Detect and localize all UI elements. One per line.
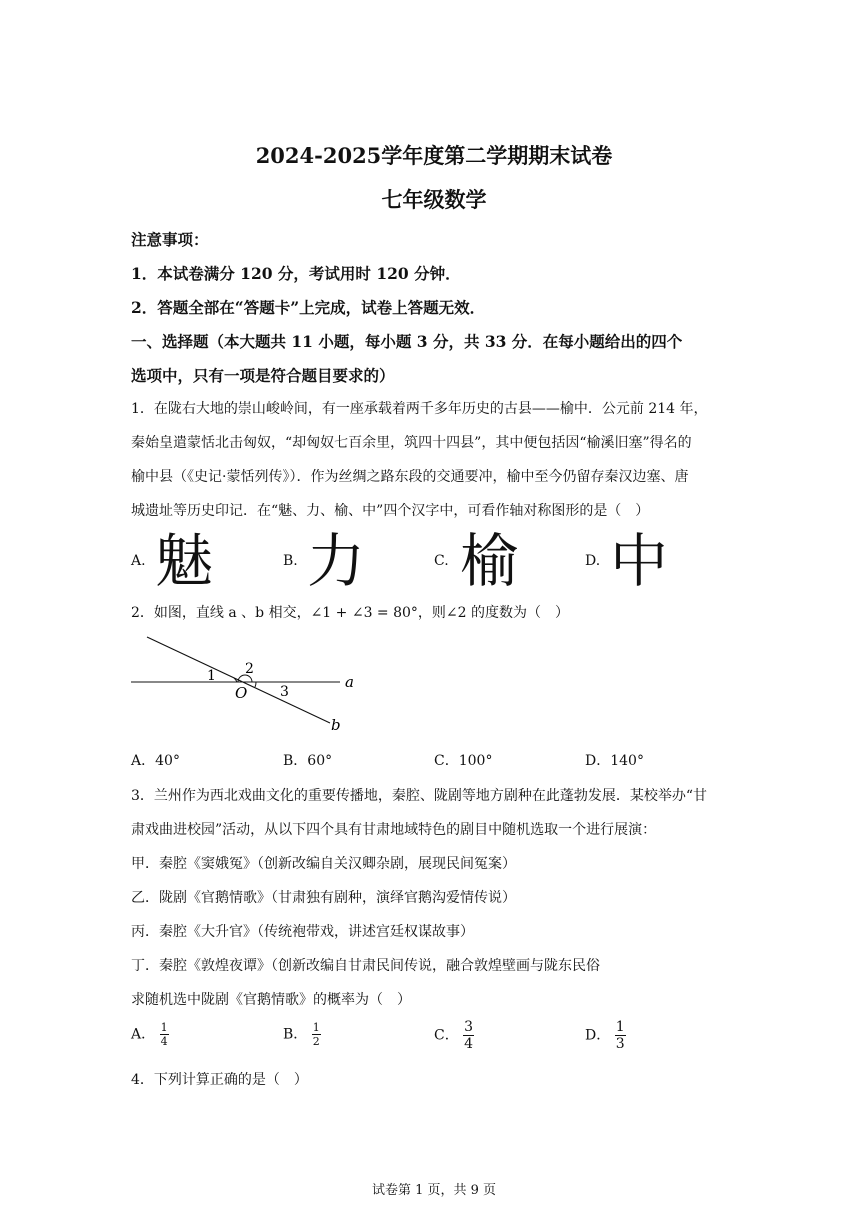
q2-option-c <box>434 750 492 770</box>
q4-stem: 4．下列计算正确的是（ ） <box>131 1072 308 1088</box>
option-label: A． <box>131 1026 156 1043</box>
q1-line-3: 榆中县（《史记·蒙恬列传》）．作为丝绸之路东段的交通要冲，榆中至今仍留存秦汉边塞、唐 <box>131 469 689 485</box>
q3-item-yi: 乙．陇剧《官鹅情歌》（甘肃独有剧种，演绎官鹅沟爱情传说） <box>131 890 516 906</box>
q2-option-d <box>585 750 644 770</box>
denominator: 3 <box>615 1036 625 1052</box>
option-label: D． <box>585 753 611 769</box>
q1-line-1: 1．在陇右大地的崇山峻岭间，有一座承载着两千多年历史的古县——榆中．公元前 214 年， <box>131 401 708 417</box>
option-label: C． <box>434 1027 459 1044</box>
option-value: 40° <box>155 753 180 769</box>
q1-option-b-label: B. <box>283 553 298 569</box>
numerator: 1 <box>160 1021 168 1034</box>
denominator: 2 <box>312 1035 320 1048</box>
q1-line-4: 城遗址等历史印记．在“魅、力、榆、中”四个汉字中，可看作轴对称图形的是（ ） <box>131 503 650 519</box>
option-value: 140° <box>610 753 644 769</box>
q3-line-1: 3．兰州作为西北戏曲文化的重要传播地，秦腔、陇剧等地方剧种在此蓬勃发展．某校举办“甘 <box>131 788 708 804</box>
q1-option-b-char: 力 <box>307 527 366 595</box>
label-angle-2: 2 <box>245 661 254 677</box>
notes-heading: 注意事项： <box>131 230 209 249</box>
denominator: 4 <box>464 1036 474 1052</box>
label-line-a: a <box>345 673 354 691</box>
fraction <box>160 1022 169 1047</box>
option-value: 100° <box>458 753 493 769</box>
q3-line-2: 肃戏曲进校园”活动，从以下四个具有甘肃地域特色的剧目中随机选取一个进行展演： <box>131 822 657 838</box>
fraction <box>615 1020 626 1051</box>
q3-item-jia: 甲．秦腔《窦娥冤》（创新改编自关汉卿杂剧，展现民间冤案） <box>131 856 516 872</box>
q2-intersecting-lines-figure <box>125 630 365 740</box>
q1-option-c-char: 榆 <box>460 527 519 595</box>
option-label: D． <box>585 1027 611 1044</box>
section-heading-line-1: 一、选择题（本大题共 11 小题，每小题 3 分，共 33 分．在每小题给出的四个 <box>131 332 683 351</box>
page-title: 2024-2025学年度第二学期期末试卷 <box>255 143 613 168</box>
q1-option-a-label: A. <box>131 553 146 569</box>
label-angle-1: 1 <box>207 668 216 684</box>
q3-option-a <box>131 1022 169 1047</box>
q1-line-2: 秦始皇遣蒙恬北击匈奴，“却匈奴七百余里，筑四十四县”，其中便包括因“榆溪旧塞”得名的 <box>131 435 692 451</box>
q1-option-c-label: C. <box>434 553 449 569</box>
q3-option-b <box>283 1022 321 1047</box>
q3-ask: 求随机选中陇剧《官鹅情歌》的概率为（ ） <box>131 992 411 1008</box>
angle-3-arc <box>255 682 256 687</box>
q3-option-c <box>434 1020 474 1051</box>
q1-option-d-label: D. <box>585 553 601 569</box>
q1-option-a-char: 魅 <box>155 527 214 595</box>
fraction <box>463 1020 474 1051</box>
option-value: 60° <box>307 753 333 769</box>
option-label: A． <box>131 753 156 769</box>
label-point-o: O <box>235 684 248 702</box>
label-line-b: b <box>331 716 341 734</box>
q3-item-bing: 丙．秦腔《大升官》（传统袍带戏，讲述宫廷权谋故事） <box>131 924 474 940</box>
note-item-1: 1．本试卷满分 120 分，考试用时 120 分钟． <box>131 264 461 283</box>
numerator: 1 <box>615 1019 625 1035</box>
q2-option-a <box>131 750 180 770</box>
q3-item-ding: 丁．秦腔《敦煌夜谭》（创新改编自甘肃民间传说，融合敦煌壁画与陇东民俗 <box>131 958 600 974</box>
q3-option-d <box>585 1020 626 1051</box>
note-item-2: 2．答题全部在“答题卡”上完成，试卷上答题无效． <box>131 298 486 317</box>
section-heading-line-2: 选项中，只有一项是符合题目要求的） <box>131 366 395 385</box>
numerator: 1 <box>312 1021 320 1034</box>
q2-stem: 2．如图，直线 a 、b 相交，∠1 + ∠3 = 80°，则∠2 的度数为（ ） <box>131 605 570 621</box>
page-footer: 试卷第 1 页，共 9 页 <box>371 1183 497 1198</box>
label-angle-3: 3 <box>280 684 289 700</box>
numerator: 3 <box>464 1019 474 1035</box>
q1-option-d-char: 中 <box>610 527 669 595</box>
denominator: 4 <box>160 1035 168 1048</box>
option-label: C． <box>434 753 459 769</box>
fraction <box>312 1022 321 1047</box>
page-subtitle: 七年级数学 <box>381 187 487 212</box>
q2-option-b <box>283 750 332 770</box>
option-label: B． <box>283 753 308 769</box>
option-label: B． <box>283 1026 308 1043</box>
